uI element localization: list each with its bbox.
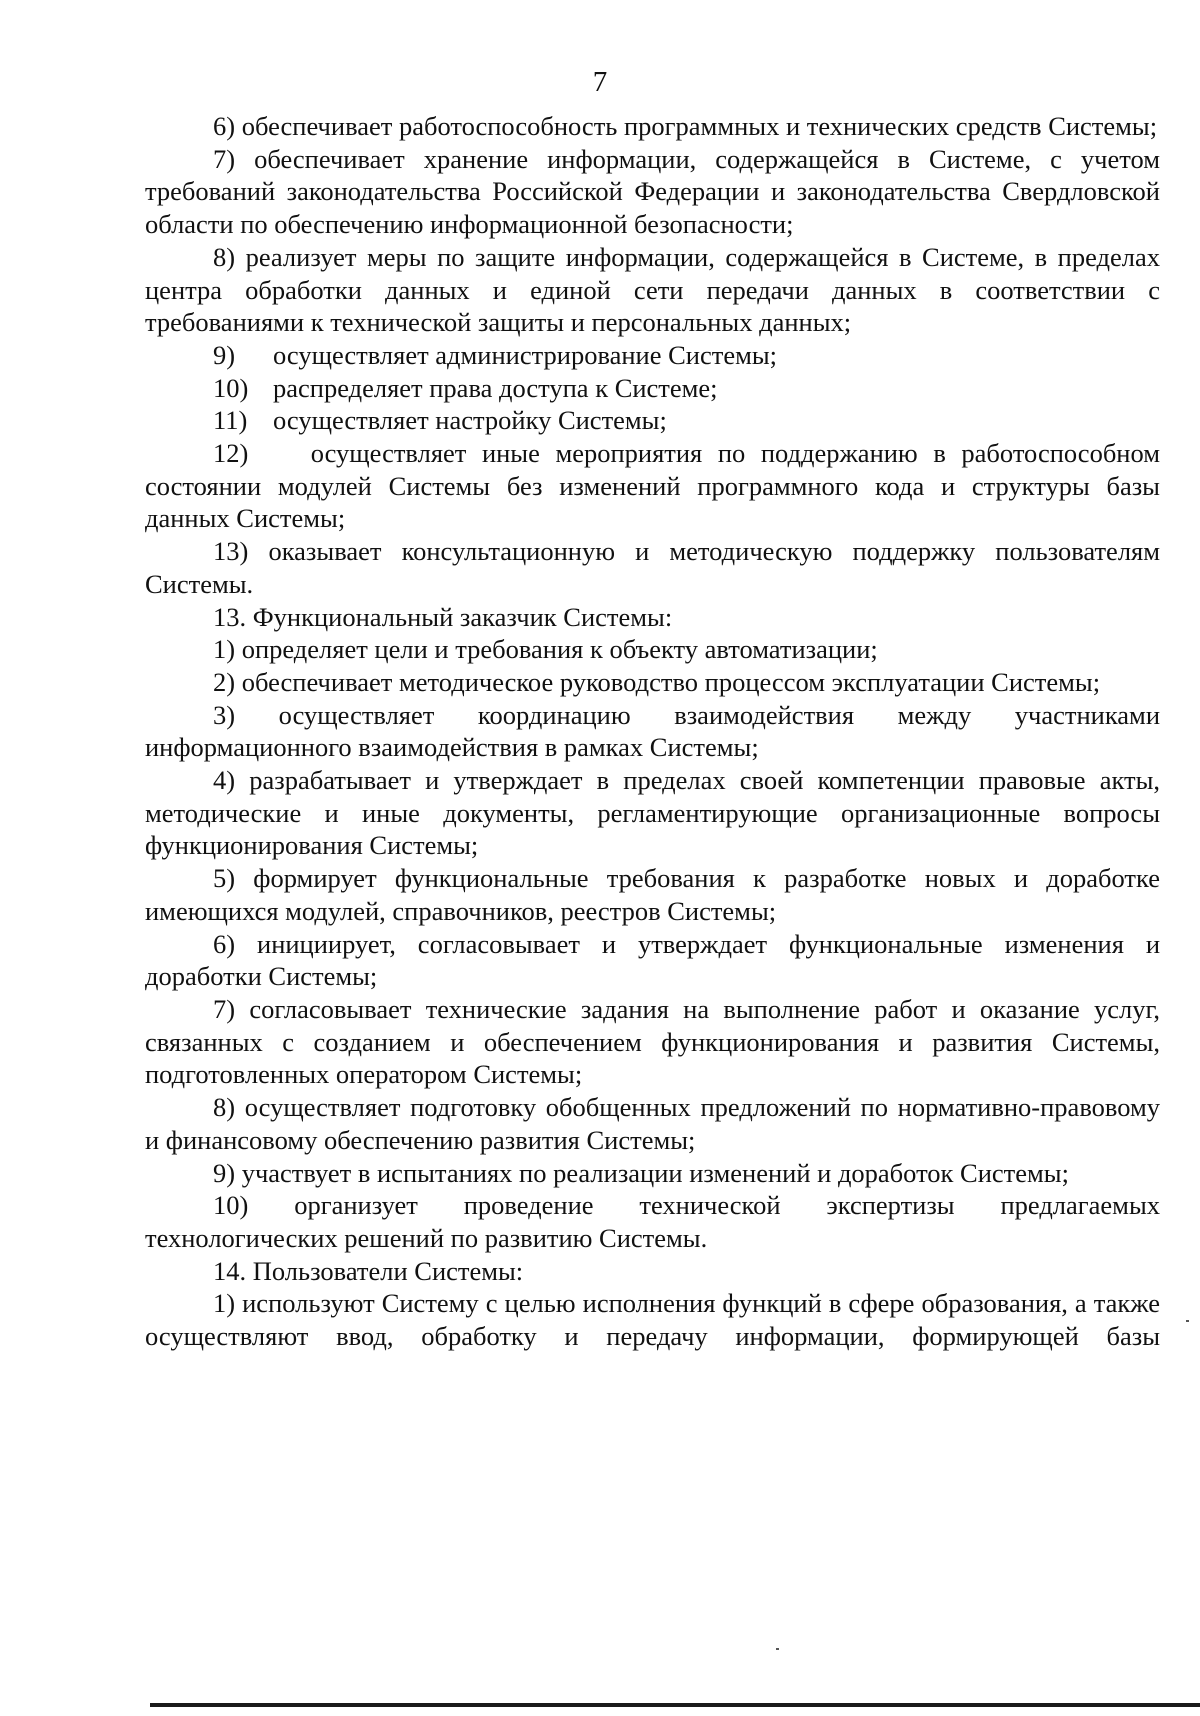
item-number: 10): [213, 1190, 249, 1221]
item-text: осуществляет подготовку обобщенных предложений по нормативно-правовому и финансовому обеспечению развития Системы;: [145, 1092, 1161, 1155]
item-number: 7): [213, 993, 236, 1024]
item-number: 7): [213, 143, 236, 174]
item-text: осуществляет администрирование Системы;: [273, 339, 778, 370]
item-number: 10): [213, 372, 249, 403]
item-text: участвует в испытаниях по реализации изменений и доработок Системы;: [241, 1157, 1069, 1188]
paragraph-op-8: [145, 241, 1160, 339]
section-title: 14. Пользователи Системы:: [213, 1255, 524, 1286]
paragraph-fc-10: [145, 1189, 1160, 1254]
paragraph-op-10: [145, 372, 1160, 405]
item-number: 6): [213, 111, 236, 141]
item-number: 11): [213, 405, 248, 436]
paragraph-fc-9: [145, 1157, 1160, 1190]
item-number: 3): [213, 699, 236, 730]
item-text: разрабатывает и утверждает в пределах своей компетенции правовые акты, методические и иные документы, регламентирующие организационные вопросы функционирования Системы;: [145, 765, 1161, 861]
item-number: 4): [213, 765, 236, 796]
item-text: обеспечивает методическое руководство процессом эксплуатации Системы;: [241, 666, 1101, 697]
scan-speck: [776, 1648, 779, 1650]
paragraph-op-11: [145, 404, 1160, 437]
item-number: 1): [213, 1288, 236, 1319]
page-bottom-edge: [150, 1703, 1200, 1707]
item-text: осуществляет настройку Системы;: [273, 405, 667, 436]
item-text: согласовывает технические задания на выполнение работ и оказание услуг, связанных с созданием и обеспечением функционирования и развития Системы, подготовленных оператором Системы;: [145, 993, 1160, 1090]
item-text: распределяет права доступа к Системе;: [273, 372, 718, 403]
paragraph-fc-3: [145, 699, 1160, 764]
item-number: 6): [213, 928, 236, 959]
item-text: организует проведение технической экспертизы предлагаемых технологических решений по развитию Системы.: [145, 1190, 1161, 1253]
scan-speck: [1186, 1320, 1189, 1322]
paragraph-fc-6: [145, 928, 1160, 993]
paragraph-op-13: [145, 535, 1160, 600]
item-text: обеспечивает работоспособность программных и технических средств Системы;: [241, 111, 1158, 141]
item-text: обеспечивает хранение информации, содержащейся в Системе, с учетом требований законодательства Российской Федерации и законодательства Свердловской области по обеспечению информационной безопасности;: [145, 143, 1160, 240]
section-heading-14: [145, 1255, 1160, 1288]
item-text: используют Систему с целью исполнения функций в сфере образования, а также осуществляют ввод, обработку и передачу информации, формирующей базы: [145, 1288, 1160, 1352]
section-heading-13: [145, 601, 1160, 634]
paragraph-op-7: [145, 143, 1160, 241]
paragraph-fc-4: [145, 764, 1160, 862]
paragraph-fc-2: [145, 666, 1160, 699]
paragraph-fc-5: [145, 862, 1160, 927]
item-text: осуществляет координацию взаимодействия между участниками информационного взаимодействия в рамках Системы;: [145, 699, 1161, 763]
item-number: 9): [213, 1157, 236, 1188]
item-number: 5): [213, 863, 236, 894]
item-number: 8): [213, 241, 236, 272]
section-title: 13. Функциональный заказчик Системы:: [213, 601, 673, 632]
paragraph-fc-7: [145, 993, 1160, 1091]
item-number: 9): [213, 339, 236, 370]
paragraph-fc-8: [145, 1091, 1160, 1156]
paragraph-users-1: [145, 1287, 1160, 1352]
item-number: 13): [213, 536, 249, 567]
paragraph-op-6: [145, 110, 1160, 143]
item-text: формирует функциональные требования к разработке новых и доработке имеющихся модулей, справочников, реестров Системы;: [145, 863, 1160, 926]
paragraph-op-12: [145, 437, 1160, 535]
item-number: 12): [213, 438, 249, 469]
item-number: 8): [213, 1092, 236, 1123]
document-body: [145, 110, 1160, 1353]
item-text: инициирует, согласовывает и утверждает функциональные изменения и доработки Системы;: [145, 928, 1160, 992]
item-text: реализует меры по защите информации, содержащейся в Системе, в пределах центра обработки данных и единой сети передачи данных в соответствии с требованиями к технической защиты и персональных данных;: [145, 241, 1160, 338]
item-number: 1): [213, 634, 236, 665]
item-text: оказывает консультационную и методическую поддержку пользователям Системы.: [145, 536, 1160, 599]
item-text: определяет цели и требования к объекту автоматизации;: [241, 634, 878, 665]
paragraph-fc-1: [145, 633, 1160, 666]
paragraph-op-9: [145, 339, 1160, 372]
item-text: осуществляет иные мероприятия по поддержанию в работоспособном состоянии модулей Системы без изменений программного кода и структуры базы данных Системы;: [145, 438, 1161, 534]
item-number: 2): [213, 666, 236, 697]
page-number: 7: [592, 66, 608, 98]
